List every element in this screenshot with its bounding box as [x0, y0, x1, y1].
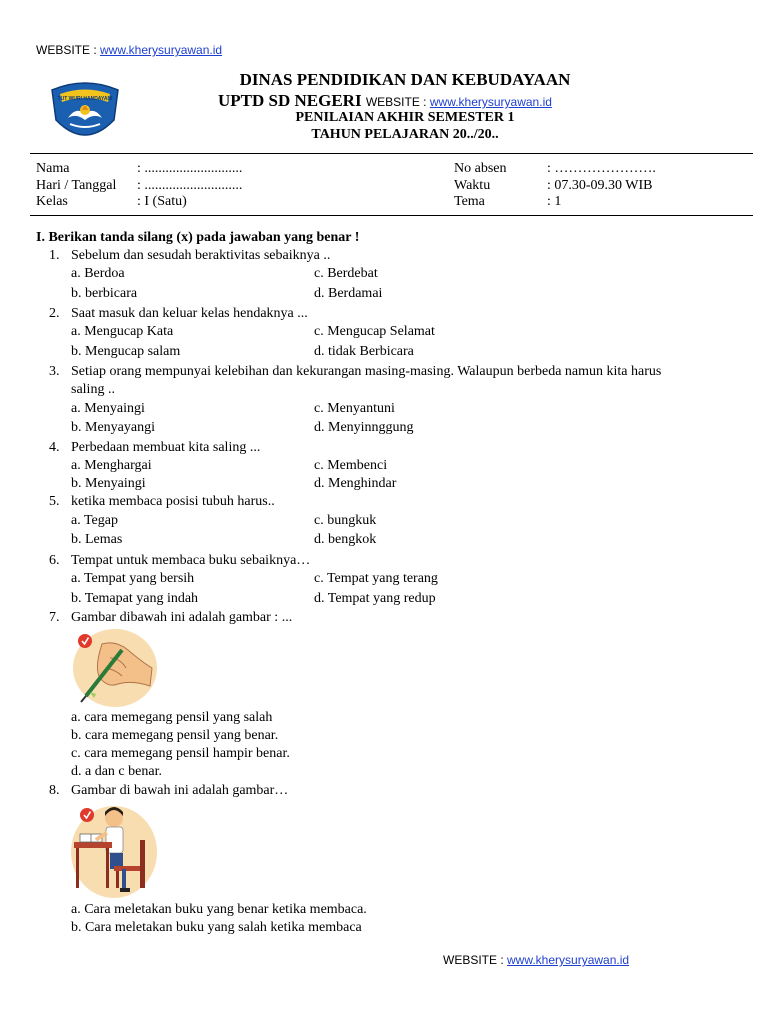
header-divider: [30, 153, 753, 154]
question-5-number: 5.: [49, 494, 60, 509]
question-8-text: Gambar di bawah ini adalah gambar…: [71, 783, 289, 798]
question-3-option-c: c. Menyantuni: [314, 401, 395, 416]
header-line-1: DINAS PENDIDIKAN DAN KEBUDAYAAN: [239, 70, 571, 89]
hari-value: : ............................: [137, 178, 243, 193]
question-3-text: Setiap orang mempunyai kelebihan dan kekurangan masing-masing. Walaupun berbeda namun kita harus: [71, 364, 662, 379]
tema-label: Tema: [454, 194, 485, 209]
website-bottom-label: WEBSITE :: [443, 953, 508, 967]
question-3-option-b: b. Menyayangi: [71, 420, 155, 435]
question-3-number: 3.: [49, 364, 60, 379]
question-7-number: 7.: [49, 610, 60, 625]
header-site-link[interactable]: www.kherysuryawan.id: [429, 95, 552, 109]
absen-label: No absen: [454, 161, 507, 176]
question-6-option-d: d. Tempat yang redup: [314, 591, 436, 606]
website-top-link[interactable]: www.kherysuryawan.id: [100, 43, 223, 57]
kelas-value: : I (Satu): [137, 194, 187, 209]
waktu-label: Waktu: [454, 178, 491, 193]
question-4-number: 4.: [49, 440, 60, 455]
question-2-text: Saat masuk dan keluar kelas hendaknya ...: [71, 306, 308, 321]
question-7-option-c: c. cara memegang pensil hampir benar.: [71, 746, 290, 761]
question-4-option-d: d. Menghindar: [314, 476, 397, 491]
question-5-option-a: a. Tegap: [71, 513, 118, 528]
section-title: I. Berikan tanda silang (x) pada jawaban yang benar !: [36, 230, 360, 245]
header-line-2: [218, 91, 552, 111]
question-6-option-c: c. Tempat yang terang: [314, 571, 438, 586]
question-1-option-b: b. berbicara: [71, 286, 138, 301]
website-bottom-link[interactable]: www.kherysuryawan.id: [507, 953, 630, 967]
question-7-option-b: b. cara memegang pensil yang benar.: [71, 728, 279, 743]
school-name: UPTD SD NEGERI: [218, 91, 362, 110]
question-6-number: 6.: [49, 553, 60, 568]
question-1-option-c: c. Berdebat: [314, 266, 378, 281]
question-6-option-b: b. Temapat yang indah: [71, 591, 199, 606]
svg-text:TUT WURI HANDAYANI: TUT WURI HANDAYANI: [57, 96, 113, 102]
website-top: [36, 43, 222, 57]
question-7-option-a: a. cara memegang pensil yang salah: [71, 710, 273, 725]
question-4-option-b: b. Menyaingi: [71, 476, 146, 491]
question-8-option-b: b. Cara meletakan buku yang salah ketika membaca: [71, 920, 362, 935]
question-6-text: Tempat untuk membaca buku sebaiknya…: [71, 553, 311, 568]
question-8-number: 8.: [49, 783, 60, 798]
question-3-option-a: a. Menyaingi: [71, 401, 145, 416]
question-2-option-b: b. Mengucap salam: [71, 344, 181, 359]
question-4-option-a: a. Menghargai: [71, 458, 152, 473]
header-line-4: TAHUN PELAJARAN 20../20..: [311, 127, 499, 142]
website-top-label: WEBSITE :: [36, 43, 101, 57]
reading-posture-illustration: [70, 800, 158, 900]
waktu-value: : 07.30-09.30 WIB: [547, 178, 653, 193]
question-1-option-a: a. Berdoa: [71, 266, 125, 281]
question-1-number: 1.: [49, 248, 60, 263]
question-3-text-continued: saling ..: [71, 382, 115, 397]
tut-wuri-handayani-logo: [46, 80, 124, 144]
question-5-option-b: b. Lemas: [71, 532, 123, 547]
question-1-option-d: d. Berdamai: [314, 286, 383, 301]
question-8-option-a: a. Cara meletakan buku yang benar ketika membaca.: [71, 902, 367, 917]
question-5-option-c: c. bungkuk: [314, 513, 377, 528]
question-4-option-c: c. Membenci: [314, 458, 388, 473]
question-6-option-a: a. Tempat yang bersih: [71, 571, 195, 586]
question-3-option-d: d. Menyinnggung: [314, 420, 414, 435]
kelas-label: Kelas: [36, 194, 68, 209]
question-7-text: Gambar dibawah ini adalah gambar : ...: [71, 610, 293, 625]
identity-divider: [30, 215, 753, 216]
question-2-option-a: a. Mengucap Kata: [71, 324, 174, 339]
header-site-label: WEBSITE :: [365, 95, 430, 109]
nama-value: : ............................: [137, 161, 243, 176]
tema-value: : 1: [547, 194, 562, 209]
question-2-option-c: c. Mengucap Selamat: [314, 324, 435, 339]
nama-label: Nama: [36, 161, 70, 176]
pencil-grip-illustration: [72, 628, 158, 708]
question-4-text: Perbedaan membuat kita saling ...: [71, 440, 261, 455]
question-2-option-d: d. tidak Berbicara: [314, 344, 414, 359]
question-5-text: ketika membaca posisi tubuh harus..: [71, 494, 275, 509]
hari-label: Hari / Tanggal: [36, 178, 117, 193]
question-5-option-d: d. bengkok: [314, 532, 377, 547]
question-2-number: 2.: [49, 306, 60, 321]
website-bottom: [443, 953, 629, 967]
question-7-option-d: d. a dan c benar.: [71, 764, 162, 779]
question-1-text: Sebelum dan sesudah beraktivitas sebaiknya ..: [71, 248, 331, 263]
absen-value: : ………………….: [547, 161, 656, 176]
header-line-3: PENILAIAN AKHIR SEMESTER 1: [295, 110, 515, 125]
